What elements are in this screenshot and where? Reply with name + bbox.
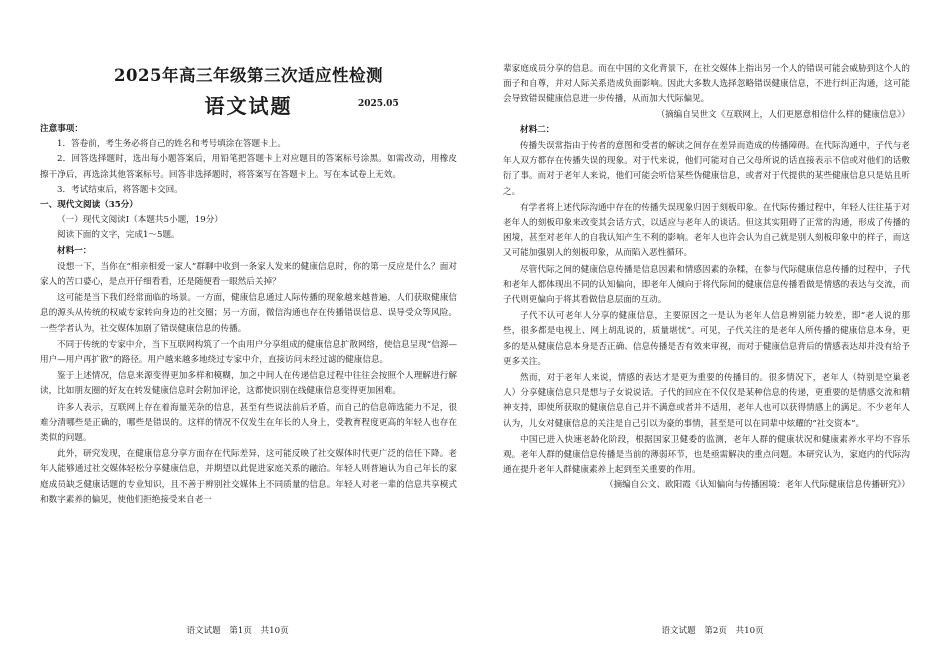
exam-date: 2025.05 (358, 99, 399, 109)
material-2-paragraph: 中国已进入快速老龄化阶段，根据国家卫健委的监测，老年人群的健康状况和健康素养水平均不容乐观。老年人群的健康信息传播是当前的薄弱环节，也是亟需解决的重点问题。本研究认为，家庭内的代际沟通在提升老年人群健康素养上起到至关重要的作用。 (503, 434, 910, 476)
page-2 (475, 0, 950, 658)
material-2-paragraph: 子代不认可老年人分享的健康信息，主要原因之一是认为老年人信息辨别能力较差，即“老人说的那些，很多都是电视上、网上胡乱说的，质量堪忧”。可见，子代关注的是老年人所传播的健康信息本身，更多的是从健康信息本身是否正确、信息传播是否有效来审视，而对于健康信息背后的情感表达却并没有给予更多关注。 (503, 311, 910, 367)
material-1-paragraph: 这可能是当下我们经常面临的场景。一方面，健康信息通过人际传播的现象越来越普遍，人们获取健康信息的源头从传统的权威专家转向身边的社交圈；另一方面，微信沟通也存在传播错误信息、误导受众等风险。一些学者认为，社交媒体加剧了错误健康信息的传播。 (40, 293, 457, 334)
material-1-label: 材料一： (57, 245, 92, 256)
material-1-paragraph: 设想一下，当你在“相亲相爱一家人”群聊中收到一条家人发来的健康信息时，你的第一反应是什么？面对家人的苦口婆心，是点开仔细看看，还是随便看一眼然后关掉？ (40, 261, 457, 288)
page-footer: 语文试题 第1页 共10页 (186, 626, 289, 636)
section-heading-1: 一、现代文阅读（35分） (40, 200, 138, 211)
reading-instruction: 阅读下面的文字，完成1～5题。 (57, 230, 180, 241)
material-1-source: （摘编自吴世文《互联网上，人们更愿意相信什么样的健康信息》） (656, 109, 910, 120)
subject-title: 语文试题 (204, 94, 293, 118)
material-2-paragraph: 然而，对于老年人来说，情感的表达才是更为重要的传播目的。很多情况下，老年人（特别是空巢老人）分享健康信息只是想与子女说说话。子代的回应在不仅仅是某种信息的传递，更重要的是情感交流和精神支持，即使所获取的健康信息自己并不满意或者并不适用，老年人也可以获得情感上的满足。不少老年人认为，儿女对健康信息的关注是自己引以为豪的事情，甚至是可以在同辈中炫耀的“社交资本”。 (503, 373, 910, 429)
material-1-paragraph: 此外，研究发现，在健康信息分享方面存在代际差异，这可能反映了社交媒体时代更广泛的信任下降。老年人能够通过社交媒体轻松分享健康信息，并期望以此促进家庭关系的融洽。年轻人则普遍认为自己年长的家庭成员缺乏健康话题的专业知识，且不善于辨别社交媒体上不同质量的信息。年轻人对老一辈的信息共享模式和数字素养的偏见，使他们拒绝接受来自老一 (40, 449, 457, 505)
material-2-source: （摘编自公文、欧阳霞《认知偏向与传播困境：老年人代际健康信息传播研究》） (604, 480, 910, 491)
exam-title: 2025年高三年级第三次适应性检测 (114, 66, 383, 85)
notice-item-1: 1．答卷前，考生务必将自己的姓名和考号填涂在答题卡上。 (57, 139, 286, 150)
material-2-paragraph: 尽管代际之间的健康信息传播是信息因素和情感因素的杂糅，在参与代际健康信息传播的过程中，子代和老年人都体现出不同的认知偏向，即老年人倾向于将代际间的健康信息传播看做是情感的表达与交流，而子代则更偏向于将其看做信息层面的互动。 (503, 264, 910, 306)
material-1-paragraph: 不同于传统的专家中介，当下互联网构筑了一个由用户分享组成的健康信息扩散网络，使信息呈现“信源—用户—用户再扩散”的路径。用户越来越多地绕过专家中介，直接访问未经过滤的健康信息。 (40, 339, 457, 366)
notice-item-3: 3．考试结束后，将答题卡交回。 (57, 184, 183, 195)
material-1-paragraph: 许多人表示，互联网上存在着海量芜杂的信息，甚至有些说法前后矛盾，而自己的信息筛选能力不足，很难分清哪些是正确的，哪些是错误的。这样的情况不仅发生在年长的人身上，受教育程度更高的年轻人也存在类似的问题。 (40, 402, 457, 444)
subsection-heading-1: （一）现代文阅读Ⅰ（本题共5小题，19分） (57, 215, 223, 226)
page-footer: 语文试题 第2页 共10页 (661, 626, 764, 636)
notice-item-2: 2．回答选择题时，选出每小题答案后，用铅笔把答题卡上对应题目的答案标号涂黑。如需改动，用橡皮擦干净后，再选涂其他答案标号。回答非选择题时，将答案写在答题卡上。写在本试卷上无效。 (40, 154, 457, 180)
material-1-paragraph-continued: 辈家庭成员分享的信息。而在中国的文化背景下，在社交媒体上指出另一个人的错误可能会威胁到这个人的面子和自尊，并对人际关系造成负面影响。因此大多数人选择忽略错误健康信息，不进行纠正沟通，这可能会导致错误健康信息进一步传播，从而加大代际偏见。 (503, 64, 910, 105)
material-2-paragraph: 有学者将上述代际沟通中存在的传播失误现象归因于刻板印象。在代际传播过程中，年轻人往往基于对老年人的刻板印象来改变其会话方式，以适应与老年人的谈话。但这其实阻碍了正常的沟通，形成了传播的困境，甚至对老年人的自我认知产生不利的影响。老年人也许会认为自己就是别人刻板印象中的样子，而这又可能加强别人的刻板印象，从而陷入恶性循环。 (503, 202, 910, 259)
material-2-paragraph: 传播失误常指由于传者的意图和受者的解读之间存在差异而造成的传播障碍。在代际沟通中，子代与老年人双方都存在传播失误的现象。对于代来说，他们可能对自己父母所说的话直接表示不信或对他们的话敷衍了事。而对于老年人来说，他们可能会听信某些伪健康信息，或者对于代提供的某些健康信息只是姑且听之。 (503, 141, 910, 197)
material-1-paragraph: 鉴于上述情况，信息来源变得更加多样和模糊，加之中间人在传递信息过程中往往会按照个人理解进行解读，比如朋友圈的好友在转发健康信息时会附加评论，这都使识别在线健康信息变得更加困难。 (40, 371, 457, 397)
notice-heading: 注意事项： (40, 124, 83, 134)
subject-row (40, 90, 457, 116)
material-2-label: 材料二： (520, 124, 555, 135)
